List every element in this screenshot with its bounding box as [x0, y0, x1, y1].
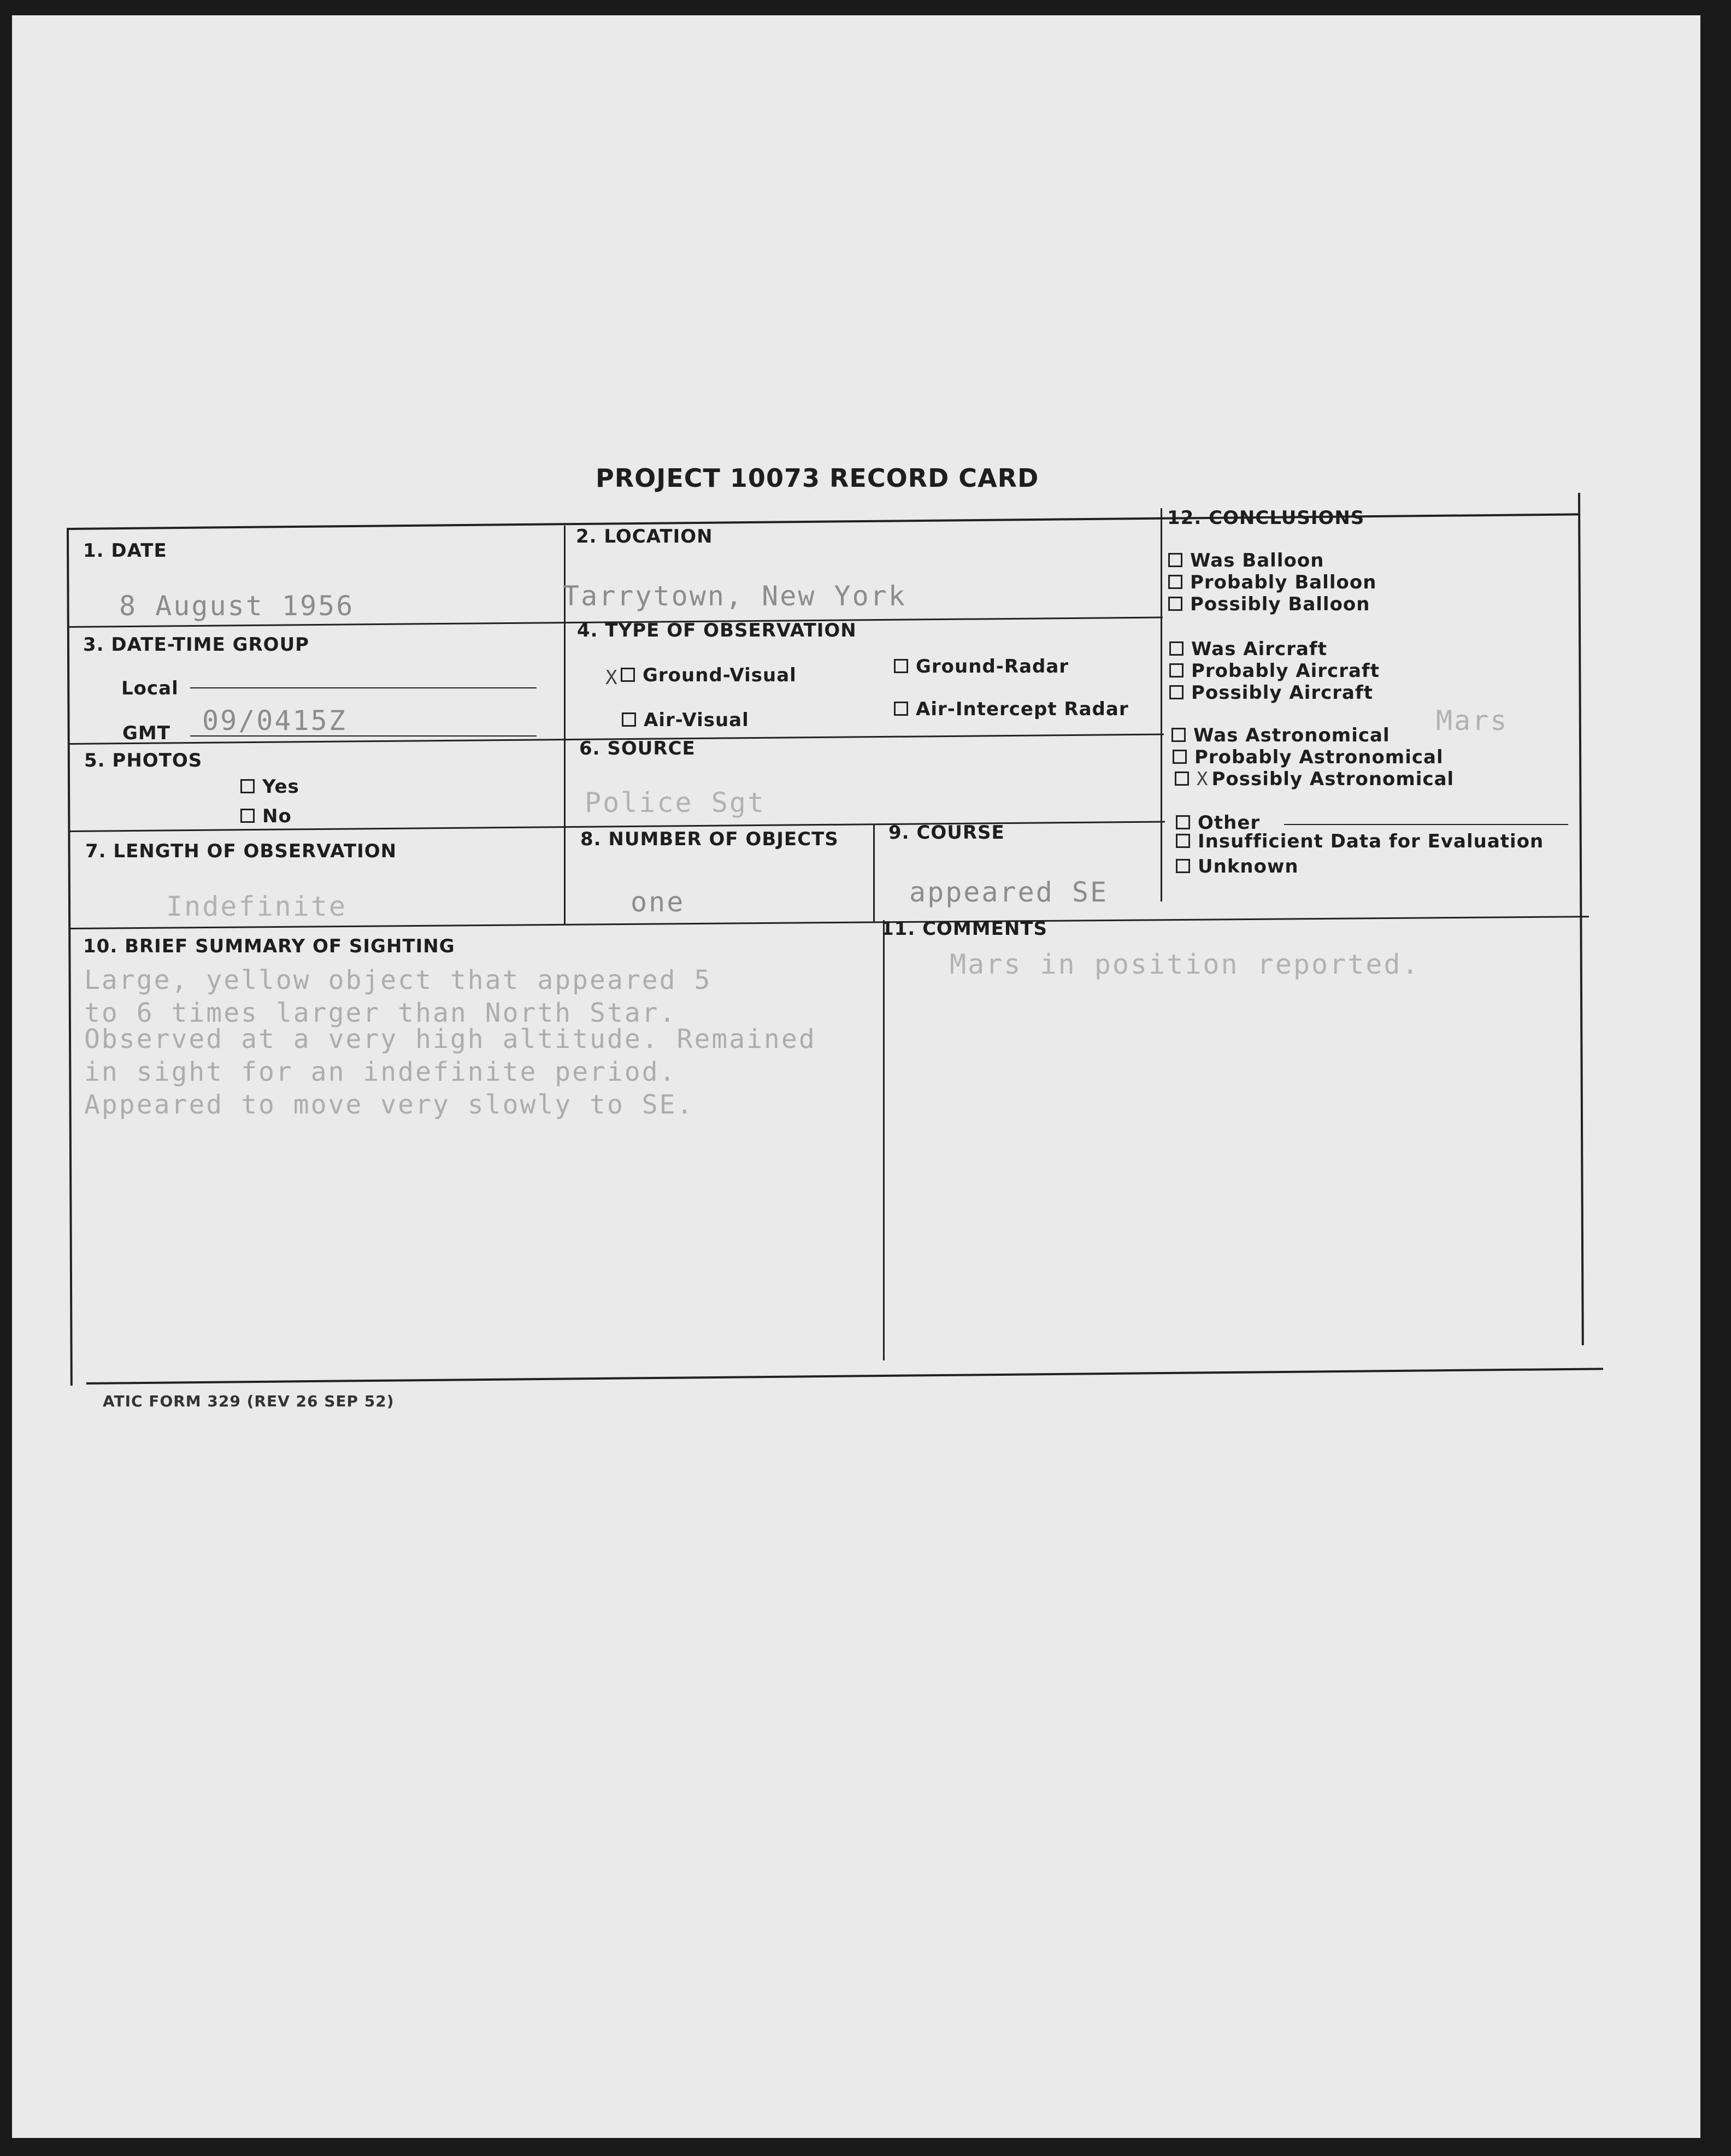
checkbox-was-balloon[interactable]: [1168, 553, 1182, 567]
conclusion-possibly-astronomical-check-mark: X: [1197, 768, 1209, 790]
option-ground-radar[interactable]: [894, 656, 1069, 678]
date-value: 8 August 1956: [119, 590, 355, 622]
date-label: 1. DATE: [83, 540, 167, 562]
conclusion-unknown[interactable]: [1176, 856, 1299, 877]
checkbox-photos-no[interactable]: [240, 809, 255, 823]
conclusion-insufficient-data[interactable]: [1176, 830, 1544, 852]
checkbox-unknown[interactable]: [1176, 859, 1190, 873]
date-time-group-label: 3. DATE-TIME GROUP: [83, 634, 310, 656]
gmt-value: 09/0415Z: [202, 705, 347, 737]
local-label: Local: [121, 678, 179, 699]
source-value: Police Sgt: [585, 787, 766, 818]
ground-visual-check-mark: X: [605, 667, 617, 689]
option-air-intercept-radar-label: Air-Intercept Radar: [916, 698, 1129, 720]
option-ground-visual-label: Ground-Visual: [643, 664, 797, 686]
conclusion-probably-astronomical-label: Probably Astronomical: [1194, 746, 1444, 768]
conclusion-was-astronomical[interactable]: [1171, 724, 1390, 746]
comments-label: 11. COMMENTS: [881, 918, 1047, 940]
column-divider-2: [873, 825, 875, 922]
card-border-right: [1578, 493, 1584, 1345]
conclusion-unknown-label: Unknown: [1198, 856, 1299, 877]
source-label: 6. SOURCE: [579, 738, 696, 759]
option-air-visual[interactable]: [622, 709, 749, 731]
column-divider-3: [883, 920, 885, 1360]
gmt-label: GMT: [122, 722, 170, 744]
conclusion-was-balloon-label: Was Balloon: [1190, 550, 1324, 572]
card-border-bottom: [86, 1368, 1603, 1385]
checkbox-probably-balloon[interactable]: [1168, 575, 1182, 589]
local-underline: [190, 687, 537, 688]
checkbox-air-intercept-radar[interactable]: [894, 702, 908, 716]
option-ground-visual[interactable]: [621, 664, 797, 686]
conclusions-annotation: Mars: [1436, 705, 1509, 737]
summary-line: Observed at a very high altitude. Remained: [84, 1024, 816, 1055]
summary-line: Large, yellow object that appeared 5: [84, 965, 712, 995]
checkbox-was-aircraft[interactable]: [1169, 641, 1184, 656]
card-border-left: [67, 529, 73, 1386]
conclusion-insufficient-data-label: Insufficient Data for Evaluation: [1198, 830, 1544, 852]
location-label: 2. LOCATION: [576, 526, 713, 547]
conclusion-probably-aircraft-label: Probably Aircraft: [1191, 660, 1380, 682]
option-photos-yes-label: Yes: [262, 776, 299, 798]
conclusion-was-balloon[interactable]: [1168, 550, 1324, 572]
checkbox-probably-astronomical[interactable]: [1173, 750, 1187, 764]
number-of-objects-value: one: [631, 886, 685, 918]
summary-line: Appeared to move very slowly to SE.: [84, 1089, 694, 1120]
conclusions-label: 12. CONCLUSIONS: [1167, 507, 1365, 529]
conclusion-was-aircraft[interactable]: [1169, 638, 1327, 660]
course-value: appeared SE: [909, 876, 1109, 908]
checkbox-possibly-aircraft[interactable]: [1169, 685, 1184, 699]
number-of-objects-label: 8. NUMBER OF OBJECTS: [580, 828, 839, 850]
brief-summary-label: 10. BRIEF SUMMARY OF SIGHTING: [83, 935, 455, 957]
summary-line: in sight for an indefinite period.: [84, 1057, 677, 1087]
conclusion-probably-aircraft[interactable]: [1169, 660, 1380, 682]
checkbox-ground-visual[interactable]: [621, 668, 635, 682]
option-photos-no-label: No: [262, 805, 292, 827]
photos-label: 5. PHOTOS: [84, 750, 203, 771]
page-title: PROJECT 10073 RECORD CARD: [596, 463, 1039, 493]
conclusion-probably-astronomical[interactable]: [1173, 746, 1444, 768]
type-of-observation-label: 4. TYPE OF OBSERVATION: [577, 620, 857, 641]
option-photos-no[interactable]: [240, 805, 292, 827]
conclusion-possibly-aircraft[interactable]: [1169, 682, 1373, 704]
option-air-visual-label: Air-Visual: [644, 709, 749, 731]
course-label: 9. COURSE: [888, 822, 1005, 844]
option-photos-yes[interactable]: [240, 776, 299, 798]
conclusion-possibly-balloon-label: Possibly Balloon: [1190, 593, 1370, 615]
form-footer: ATIC FORM 329 (REV 26 SEP 52): [103, 1392, 395, 1410]
other-underline: [1284, 824, 1568, 825]
option-air-intercept-radar[interactable]: [894, 698, 1129, 720]
summary-line: to 6 times larger than North Star.: [84, 998, 677, 1028]
option-ground-radar-label: Ground-Radar: [916, 656, 1069, 678]
conclusion-probably-balloon[interactable]: [1168, 572, 1376, 593]
conclusion-other-label: Other: [1198, 812, 1261, 834]
conclusion-possibly-balloon[interactable]: [1168, 593, 1370, 615]
conclusion-probably-balloon-label: Probably Balloon: [1190, 572, 1377, 593]
checkbox-possibly-astronomical[interactable]: [1175, 771, 1189, 786]
conclusion-was-aircraft-label: Was Aircraft: [1191, 638, 1327, 660]
length-of-observation-label: 7. LENGTH OF OBSERVATION: [85, 840, 397, 862]
conclusion-possibly-astronomical[interactable]: [1175, 768, 1454, 790]
comments-value: Mars in position reported.: [950, 949, 1420, 980]
checkbox-probably-aircraft[interactable]: [1169, 663, 1184, 678]
location-value: Tarrytown, New York: [563, 580, 906, 612]
checkbox-insufficient-data[interactable]: [1176, 834, 1190, 848]
conclusion-was-astronomical-label: Was Astronomical: [1193, 724, 1390, 746]
checkbox-was-astronomical[interactable]: [1171, 728, 1186, 742]
length-of-observation-value: Indefinite: [166, 891, 348, 922]
conclusion-possibly-aircraft-label: Possibly Aircraft: [1191, 682, 1374, 704]
checkbox-ground-radar[interactable]: [894, 659, 908, 673]
checkbox-possibly-balloon[interactable]: [1168, 597, 1182, 611]
checkbox-photos-yes[interactable]: [240, 779, 255, 793]
checkbox-other[interactable]: [1176, 815, 1190, 829]
checkbox-air-visual[interactable]: [622, 712, 636, 727]
conclusions-divider: [1161, 508, 1162, 902]
conclusion-possibly-astronomical-label: Possibly Astronomical: [1211, 768, 1455, 790]
